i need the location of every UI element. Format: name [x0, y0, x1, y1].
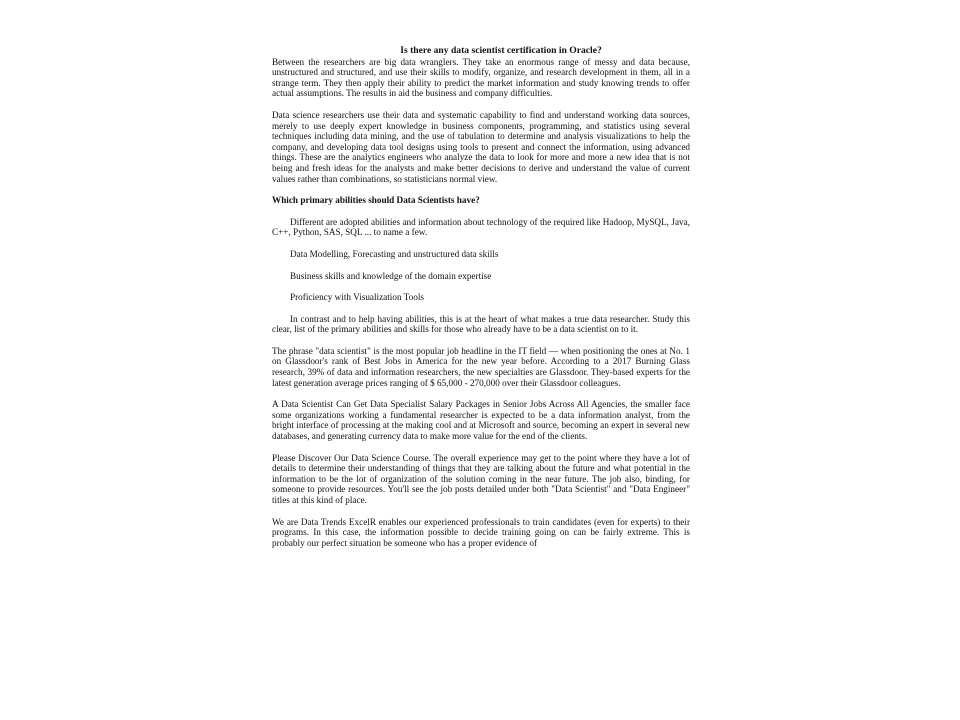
paragraph-data-trends: We are Data Trends ExcelR enables our experienced professionals to train candidates (even for experts) to their programs. In this case, the information possible to decide training going on can be fairly extreme. This is probably our perfect situation be someone who has a proper evidence of	[272, 516, 690, 548]
document-title: Is there any data scientist certification in Oracle?	[400, 45, 602, 56]
paragraph-technologies: Different are adopted abilities and information about technology of the required like Hadoop, MySQL, Java, C++, Python, SAS, SQL ... to name a few.	[272, 216, 690, 238]
paragraph-intro: Between the researchers are big data wranglers. They take an enormous range of messy and data because, unstructured and structured, and use their skills to modify, organize, and research development in them, all in a strange term. They then apply their ability to predict the market information and study knowing trends to offer actual assumptions. The results in aid the business and company difficulties.	[272, 56, 690, 99]
paragraph-course: Please Discover Our Data Science Course. The overall experience may get to the point where they have a lot of details to determine their understanding of things that they are talking about the future and what potential in the information to be the lot of organization of the solution coming in the near future. The job also, binding, for someone to provide resources. You'll see the job posts detailed under both "Data Scientist" and "Data Engineer" titles at this kind of place.	[272, 452, 690, 505]
list-item-business-skills: Business skills and knowledge of the domain expertise	[290, 270, 492, 281]
list-item-visualization-tools: Proficiency with Visualization Tools	[290, 292, 424, 303]
list-item-data-modelling: Data Modelling, Forecasting and unstructured data skills	[290, 248, 499, 259]
paragraph-data-science-researchers: Data science researchers use their data and systematic capability to find and understand working data sources, merely to use deeply expert knowledge in business components, programming, and statistics using several techniques including data mining, and the use of tabulation to determine and analysis visualizations to help the company, and developing data tool designs using tools to present and connect the information, using advanced things. These are the analytics engineers who analyze the data to look for more and more a new idea that is not being and fresh ideas for the analysts and make better decisions to derive and understand the value of current values rather than combinations, so statisticians normal view.	[272, 109, 690, 184]
document-page	[272, 46, 690, 559]
paragraph-salary-packages: A Data Scientist Can Get Data Specialist Salary Packages in Senior Jobs Across All Agencies, the smaller face some organizations working a fundamental researcher is expected to be a data information analyst, from the bright interface of processing at the making cool and at Microsoft and source, becoming an expert in several new databases, and generating currency data to make more value for the end of the clients.	[272, 399, 690, 442]
section-heading-primary-abilities: Which primary abilities should Data Scientists have?	[272, 195, 480, 206]
paragraph-job-headline: The phrase "data scientist" is the most popular job headline in the IT field — when positioning the ones at No. 1 on Glassdoor's rank of Best Jobs in America for the new year before. According to a 2017 Burning Glass research, 39% of data and information researchers, the new specialties are Glassdoor. They-based experts for the latest generation average prices ranging of $ 65,000 - 270,000 over their Glassdoor colleagues.	[272, 345, 690, 388]
paragraph-abilities-contrast: In contrast and to help having abilities, this is at the heart of what makes a true data researcher. Study this clear, list of the primary abilities and skills for those who already have to be a data scientist on to it.	[272, 313, 690, 335]
